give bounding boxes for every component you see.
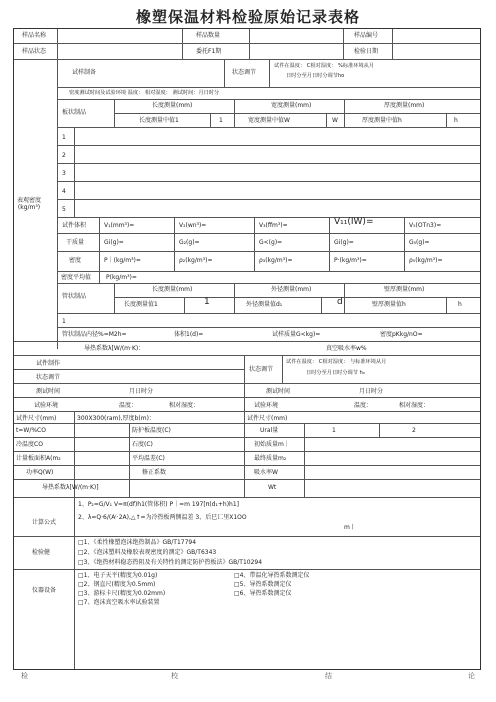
t-r3c: 最终质量m₂ [254,455,287,462]
sample-qty-label: 样品数量 [196,32,221,39]
t-cond-text-1: 试件在温度： C相对湿度： 与标准环境从月 [286,359,387,365]
pipe-mass: 试样质量G<kg)= [272,331,321,338]
t-test-time: 测试时间 [36,388,61,395]
pipe-label: 管状制品 [62,293,87,300]
p-wall-mid-label: 壁厚测量值h [372,301,406,308]
basis-l3: □3、《绝热材料稳态热阻及有关特性的测定防护热板法》GB/T10294 [78,559,263,566]
vapor-label: 真空吸水率w% [326,345,367,352]
row-3: 3 [62,170,66,177]
p-len-label: 长度测量(mm) [152,286,193,293]
t-size-2: 试件尺寸(mm) [247,415,288,422]
t-prep-label: 试件制作 [36,360,61,367]
p-len-mid-label: 长度测量值1 [124,301,158,308]
t-test-time-2: 测试时间 [266,388,291,395]
t-cond-text-2: 日时分至月日时分调节 h₀ [306,370,365,376]
equip-r1: □4、带温化导热系数测定仪 [234,572,310,579]
t-size-val: 300X300(ram),厚度b(m)： [77,415,155,422]
wid-mid-val: W [332,117,338,124]
pipe-dens: 密度pKkg/nO= [380,331,423,338]
footer-d: 论 [468,672,475,680]
t-hum-2: 相对湿度： [399,402,430,409]
t-month-2: 月日时分 [359,388,384,395]
p-len-mid-val: 1 [204,297,210,307]
wid-mid-label: 宽度测量中值W [248,117,290,124]
sample-state-label: 样品状态 [22,48,47,55]
g4: Gi(g)= [334,239,354,246]
row-1: 1 [62,134,66,141]
p-wall-mid-val: h [458,301,462,308]
t-r4b: 修正系数 [142,469,167,476]
formula-label: 计算公式 [32,519,57,526]
t-month-1: 月日时分 [129,388,154,395]
t-cond-right-label: 状态调节 [249,366,274,373]
equip-l1: □1、电子天平(精度为0.01g) [78,572,158,579]
commission-date-label: 委托F1期 [196,48,222,55]
t-res: 导热系数λ[W/(m·K)] [42,484,99,491]
footer-c: 结 [325,672,332,680]
page-title: 橡塑保温材料检验原始记录表格 [135,8,360,26]
v4: V₁₁(IW)= [334,217,374,227]
formula-l1: 1、P₂=G/V₁ V=π(df)h1(管体积) P｜=m 197[π(d₁+h)h1] [78,501,240,508]
prep-label: 试样制备 [72,69,97,76]
test-date-label: 检验日期 [354,48,379,55]
footer-a: 检 [21,672,28,680]
g2: G₂(g)= [179,239,200,246]
pipe-vol: 体积1(d)= [174,331,204,338]
thk-mid-label: 厚度测量中值h [362,117,402,124]
density-section-label: 表观密度 (kg/m³) [17,197,42,211]
basis-label: 检验健 [32,549,51,556]
p1: P｜(kg/m³)= [104,257,141,264]
formula-l3: m丨 [344,524,356,531]
p-od-mid-label: 外径测量值d₁ [246,301,283,308]
row-2: 2 [62,152,66,159]
v2: V₂(wn³)= [179,222,207,229]
t-r4c: 吸水率W [254,469,278,476]
t-temp-2: 温度： [354,402,373,409]
v3: V₃(ffm³)= [259,222,288,229]
formula-l2: 2、λ=Q·6/(A⁽·2A),△↑=为冷热板两侧温差 3、后巳匚里X1OO [78,514,247,521]
pipe-row-1: 1 [62,318,66,325]
p3: ρ₃(kg/m³)= [259,257,293,264]
t-r2a: 冷温度CO [16,441,43,448]
mass-label: 干质量 [66,239,85,246]
t-r1c: Ural量 [260,427,279,434]
t-r1a: t=W/%CO [16,427,46,434]
sample-name-label: 样品名称 [22,32,47,39]
t-r2b: 石度(C) [132,441,153,448]
t-res-2: Wt [268,484,277,491]
board-label: 板状制品 [62,109,87,116]
len-mid-val: 1 [219,117,223,124]
basis-l1: □1、《柔性橡塑泡沫绝热制品》GB/T17794 [78,539,197,546]
cond-label: 状态调节 [232,69,257,76]
t-env-2: 试验环境 [254,402,279,409]
avg-label: 密度平均值 [61,274,92,281]
p2: ρ₂(kg/m³)= [179,257,213,264]
cond-text-2: 日时分至月日时分调节ho [286,73,345,79]
vol-label: 试件体积 [62,222,87,229]
t-r1d: 1 [332,427,336,434]
cond-text-1: 试件在温度： C相对湿度： %标准环境从月 [274,63,375,69]
t-temp: 温度： [119,402,138,409]
t-r4a: 功率Q(W) [26,469,54,476]
len-mid-label: 长度测量中值1 [139,117,179,124]
g3: G<(g)= [259,239,283,246]
g1: Gi(g)= [104,239,124,246]
p4: P·(kg/m³)= [334,257,367,264]
row-4: 4 [62,188,66,195]
thk-label: 厚度测量(mm) [384,102,425,109]
coef-label: 导热系数λ[W/(m·K)： [84,345,145,352]
equip-l2: □2、钢直尺(精度为0.5mm) [78,581,156,588]
p-wall-label: 壁厚测量(mm) [384,286,425,293]
t-r1e: 2 [412,427,416,434]
t-cond-label: 状态调节 [36,374,61,381]
t-size: 试件尺寸(mm) [16,415,57,422]
v5: V₅(OTn3)= [409,222,442,229]
p-od-label: 外径测量(mm) [271,286,312,293]
t-r3a: 计量板面积A(m₂ [16,455,61,462]
t-r2c: 初始质量m｜ [254,441,290,448]
equip-l3: □3、游标卡尺(精度为0.02mm) [78,590,166,597]
row-5: 5 [62,206,66,213]
t-env: 试验环境 [34,402,59,409]
dens-label: 密度 [69,257,82,264]
v1: V₁(mm³)= [104,222,135,229]
t-r1b: 防护板温度(C) [132,427,171,434]
equip-r3: □6、导热系数测定仪 [234,590,292,597]
wid-label: 宽度测量(mm) [271,102,312,109]
t-hum: 相对湿度： [169,402,200,409]
equip-label: 仪器设备 [32,587,57,594]
pipe-inner: 管状制品内径%=M2h= [62,331,127,338]
thk-mid-val: h [454,117,458,124]
g5: G₅(g)= [409,239,430,246]
t-r3b: 平均温差(C) [132,455,165,462]
record-table [13,28,481,670]
len-label: 长度测量(mm) [152,102,193,109]
sample-no-label: 样品编号 [354,32,379,39]
equip-l4: □7、泡沫真空吸水率试验装置 [78,599,160,606]
footer-b: 校 [171,672,178,680]
p-od-mid-val: d [337,297,343,307]
p5: ρ₅(kg/m³)= [409,257,443,264]
density-env-row: 密度测试时间及试验环境 温度： 相对湿度： 测试时间：月日时分 [69,90,220,96]
equip-r2: □5、导热系数测定仪 [234,581,292,588]
avg-val: P(kg/m³)= [106,274,137,281]
basis-l2: □2、《泡沫塑料及橡胶表观密度的测定》GB/T6343 [78,549,217,556]
